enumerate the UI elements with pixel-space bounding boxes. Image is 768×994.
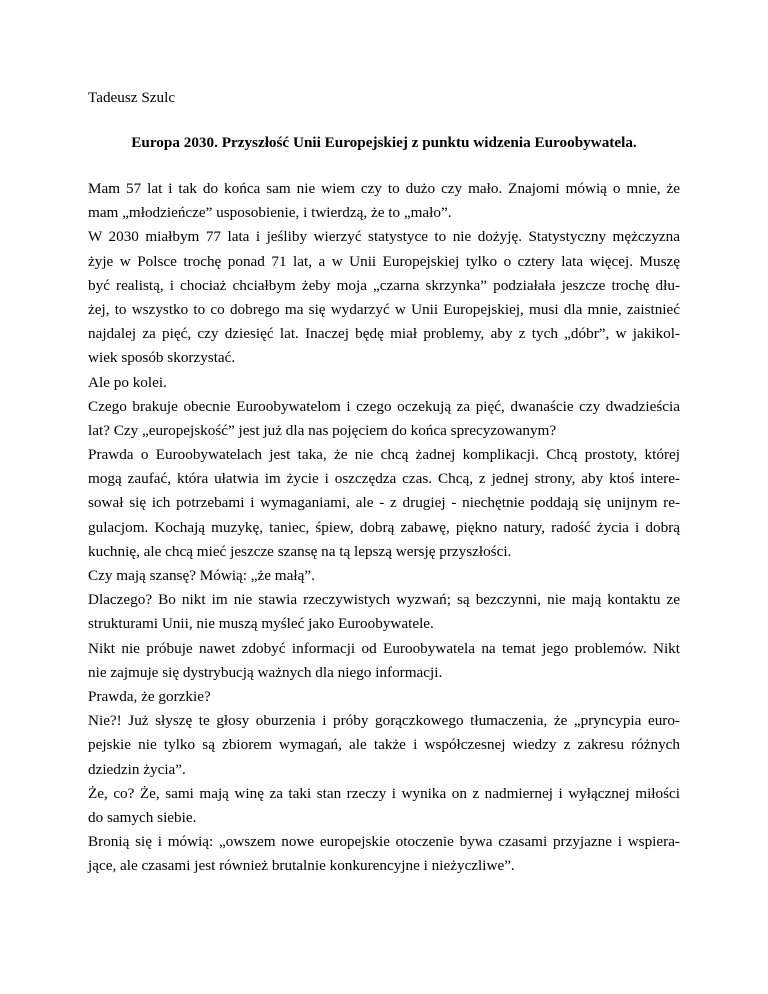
text-line: mogą zaufać, która ułatwia im życie i oszczędza czas. Chcą, z jednej strony, aby ktoś intere- [88, 470, 680, 488]
text-line: być realistą, i chociaż chciałbym żeby moja „czarna skrzynka” podziałała jeszcze trochę dłu- [88, 276, 680, 294]
text-line: Mam 57 lat i tak do końca sam nie wiem czy to dużo czy mało. Znajomi mówią o mnie, że [88, 180, 680, 197]
text-line: pejskie nie tylko są zbiorem wymagań, ale także i współczesnej wiedzy z zakresu różnych [88, 736, 680, 754]
text-line: strukturami Unii, nie muszą myśleć jako Euroobywatele. [88, 615, 434, 633]
text-line: Ale po kolei. [88, 373, 167, 391]
document-title: Europa 2030. Przyszłość Unii Europejskiej z punktu widzenia Euroobywatela. [131, 134, 637, 151]
text-line: żej, to wszystko to co dobrego ma się wydarzyć w Unii Europejskiej, musi dla mnie, zaistnieć [88, 300, 680, 318]
text-line: do samych siebie. [88, 808, 197, 826]
text-line: sował się ich potrzebami i wymaganiami, ale - z drugiej - niechętnie poddają się unijnym re- [88, 494, 680, 512]
text-line: Że, co? Że, sami mają winę za taki stan rzeczy i wynika on z nadmiernej i wyłącznej miłości [88, 784, 680, 802]
text-line: Nie?! Już słyszę te głosy oburzenia i próby gorączkowego tłumaczenia, że „pryncypia euro- [88, 712, 680, 730]
text-line: nie zajmuje się dystrybucją ważnych dla niego informacji. [88, 663, 443, 681]
text-line: kuchnię, ale chcą mieć jeszcze szansę na tą lepszą wersję przyszłości. [88, 542, 512, 560]
text-line: żyje w Polsce trochę ponad 71 lat, a w Unii Europejskiej tylko o cztery lata więcej. Muszę [88, 252, 680, 270]
text-line: Dlaczego? Bo nikt im nie stawia rzeczywistych wyzwań; są bezczynni, nie mają kontaktu ze [88, 591, 680, 609]
author-name: Tadeusz Szulc [88, 89, 176, 106]
text-line: dziedzin życia”. [88, 760, 186, 778]
text-line: W 2030 miałbym 77 lata i jeśliby wierzyć statystyce to nie dożyję. Statystyczny mężczyzna [88, 228, 680, 246]
text-line: najdalej za pięć, czy dziesięć lat. Inaczej będę miał problemy, aby z tych „dóbr”, w jakikol- [88, 325, 680, 343]
text-line: gulacjom. Kochają muzykę, taniec, śpiew, dobrą zabawę, piękno natury, radość życia i dobrą [88, 518, 680, 536]
text-line: Bronią się i mówią: „owszem nowe europejskie otoczenie bywa czasami przyjazne i wspiera- [88, 833, 680, 851]
text-line: Czego brakuje obecnie Euroobywatelom i czego oczekują za pięć, dwanaście czy dwadzieścia [88, 397, 680, 415]
text-line: wiek sposób skorzystać. [88, 349, 236, 367]
text-line: Prawda, że gorzkie? [88, 687, 211, 705]
text-line: lat? Czy „europejskość” jest już dla nas pojęciem do końca sprecyzowanym? [88, 421, 557, 439]
text-line: Prawda o Euroobywatelach jest taka, że nie chcą żadnej komplikacji. Chcą prostoty, której [88, 446, 680, 464]
document-body [88, 177, 680, 878]
text-line: mam „młodzieńcze” usposobienie, i twierdzą, że to „mało”. [88, 204, 452, 222]
text-line: Nikt nie próbuje nawet zdobyć informacji od Euroobywatela na temat jego problemów. Nikt [88, 639, 680, 657]
text-line: Czy mają szansę? Mówią: „że małą”. [88, 567, 315, 584]
text-line: jące, ale czasami jest również brutalnie konkurencyjne i nieżyczliwe”. [88, 857, 515, 875]
